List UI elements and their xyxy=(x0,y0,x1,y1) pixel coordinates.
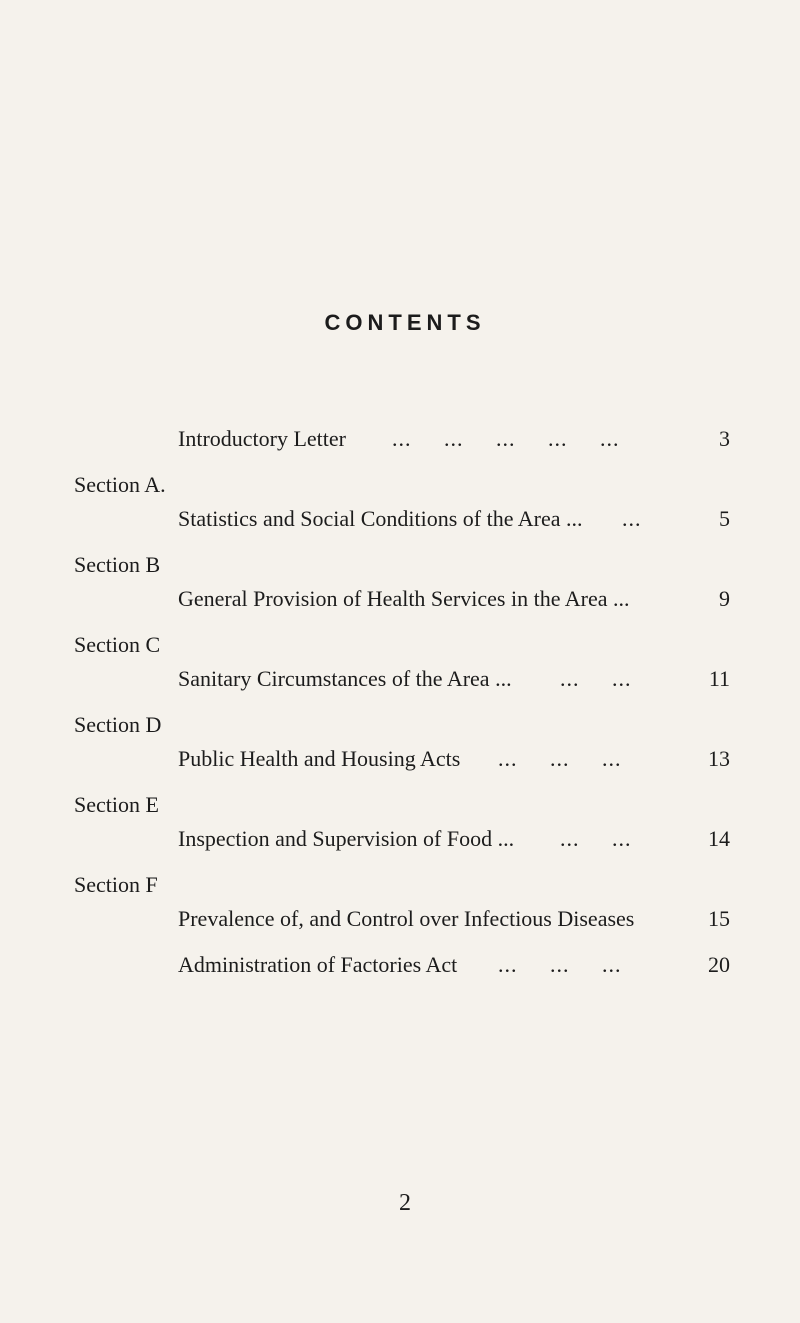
page-number: 11 xyxy=(708,666,730,691)
dot-leader: ... ... xyxy=(560,826,632,851)
dot-leader: ... xyxy=(622,506,642,531)
section-heading-b: Section B xyxy=(74,552,161,577)
section-heading-e: Section E xyxy=(74,792,159,817)
toc-entry-infectious-diseases: Prevalence of, and Control over Infectious Diseases xyxy=(178,906,635,931)
dot-leader: ... ... xyxy=(560,666,632,691)
section-heading-d: Section D xyxy=(74,712,162,737)
toc-entry-sanitary: Sanitary Circumstances of the Area ... xyxy=(178,666,512,691)
toc-entry-health-services: General Provision of Health Services in the Area ... xyxy=(178,586,630,611)
page-number: 5 xyxy=(719,506,730,531)
page-folio: 2 xyxy=(399,1190,411,1216)
toc-entry-food-inspection: Inspection and Supervision of Food ... xyxy=(178,826,515,851)
page-number: 13 xyxy=(708,746,730,771)
section-heading-f: Section F xyxy=(74,872,158,897)
page-title: CONTENTS xyxy=(324,310,486,335)
toc-entry-statistics: Statistics and Social Conditions of the Area ... xyxy=(178,506,583,531)
toc-entry-factories-act: Administration of Factories Act xyxy=(178,952,458,977)
toc-entry-introductory-letter: Introductory Letter xyxy=(178,426,346,451)
section-heading-a: Section A. xyxy=(74,472,166,497)
page-number: 14 xyxy=(708,826,730,851)
dot-leader: ... ... ... ... ... xyxy=(392,426,620,451)
section-heading-c: Section C xyxy=(74,632,161,657)
toc-entry-public-health: Public Health and Housing Acts xyxy=(178,746,461,771)
page-number: 9 xyxy=(719,586,730,611)
page-number: 3 xyxy=(719,426,730,451)
page-number: 15 xyxy=(708,906,730,931)
dot-leader: ... ... ... xyxy=(498,952,622,977)
dot-leader: ... ... ... xyxy=(498,746,622,771)
page-number: 20 xyxy=(708,952,730,977)
